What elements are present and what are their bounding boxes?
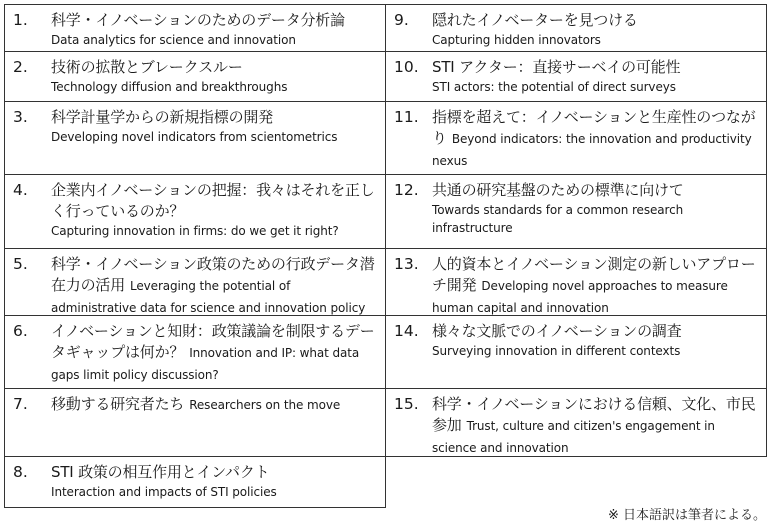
topic-title-en: Developing novel indicators from scientometrics: [51, 130, 338, 144]
topic-cell-4: [4, 174, 385, 248]
topic-title-ja: STI 政策の相互作用とインパクト: [51, 463, 270, 481]
topic-cell-9: [385, 4, 767, 51]
topic-number: 15.: [394, 395, 419, 413]
topic-title-ja: 技術の拡散とブレークスルー: [51, 58, 243, 76]
topic-cell-8: [4, 456, 385, 508]
topic-number: 9.: [394, 11, 409, 29]
topic-cell-15: [385, 388, 767, 456]
topic-number: 12.: [394, 181, 419, 199]
topic-number: 10.: [394, 58, 419, 76]
topic-cell-6: [4, 315, 385, 388]
topic-title-en: Leveraging the potential of administrative data for science and innovation policy: [51, 279, 366, 315]
table-row: [4, 51, 767, 101]
table-row: [4, 248, 767, 315]
topic-title-en: Interaction and impacts of STI policies: [51, 485, 277, 499]
translation-note: ※ 日本語訳は筆者による。: [607, 508, 766, 523]
topic-number: 6.: [13, 322, 28, 340]
table-row: [4, 315, 767, 388]
topic-number: 1.: [13, 11, 28, 29]
topic-cell-13: [385, 248, 767, 315]
topic-title-ja: 科学・イノベーションにおける信頼、文化、市民参加: [432, 395, 756, 434]
topic-title-en: STI actors: the potential of direct surveys: [432, 80, 676, 94]
topic-title-ja: 様々な文脈でのイノベーションの調査: [432, 322, 682, 340]
table-row: [4, 456, 767, 508]
topic-number: 8.: [13, 463, 28, 481]
topic-title-ja: 人的資本とイノベーション測定の新しいアプローチ開発: [432, 255, 756, 294]
topic-title-ja: 科学・イノベーション政策のための行政データ潜在力の活用: [51, 255, 375, 294]
topic-title-en: Innovation and IP: what data gaps limit policy discussion?: [51, 346, 360, 382]
topic-title-ja: 科学・イノベーションのためのデータ分析論: [51, 11, 345, 29]
topic-number: 13.: [394, 255, 419, 273]
topic-title-en: Researchers on the move: [189, 398, 341, 412]
topic-title-en: Surveying innovation in different contexts: [432, 344, 681, 358]
topic-title-ja: イノベーションと知財：政策議論を制限するデータギャップは何か？: [51, 322, 375, 361]
topic-title-ja: 指標を超えて：イノベーションと生産性のつながり: [432, 108, 756, 147]
topic-cell-2: [4, 51, 385, 101]
topic-cell-10: [385, 51, 767, 101]
topic-title-ja: 移動する研究者たち: [51, 395, 185, 413]
topic-title-ja: 科学計量学からの新規指標の開発: [51, 108, 274, 126]
table-row: [4, 174, 767, 248]
topic-number: 14.: [394, 322, 419, 340]
topic-title-en: Towards standards for a common research infrastructure: [432, 203, 684, 235]
topic-title-en: Developing novel approaches to measure human capital and innovation: [432, 279, 728, 315]
topic-number: 11.: [394, 108, 419, 126]
topic-number: 5.: [13, 255, 28, 273]
topic-cell-5: [4, 248, 385, 315]
topics-table: [4, 4, 767, 508]
topic-title-ja: 共通の研究基盤のための標準に向けて: [432, 181, 684, 199]
topic-cell-1: [4, 4, 385, 51]
topic-title-en: Beyond indicators: the innovation and productivity nexus: [432, 132, 752, 168]
topic-title-ja: STI アクター：直接サーベイの可能性: [432, 58, 681, 76]
topic-title-ja: 企業内イノベーションの把握：我々はそれを正しく行っているのか？: [51, 181, 375, 220]
topic-cell-11: [385, 101, 767, 174]
topic-title-en: Technology diffusion and breakthroughs: [51, 80, 288, 94]
table-row: [4, 4, 767, 51]
topic-cell-3: [4, 101, 385, 174]
topic-number: 2.: [13, 58, 28, 76]
topic-title-en: Trust, culture and citizen's engagement in science and innovation: [432, 419, 715, 455]
topic-title-en: Capturing innovation in firms: do we get it right?: [51, 224, 339, 238]
topic-cell-14: [385, 315, 767, 388]
topic-cell-7: [4, 388, 385, 456]
table-row: [4, 101, 767, 174]
empty-cell: [385, 456, 767, 508]
topic-title-ja: 隠れたイノベーターを見つける: [432, 11, 638, 29]
topic-cell-12: [385, 174, 767, 248]
topic-number: 4.: [13, 181, 28, 199]
topic-number: 7.: [13, 395, 28, 413]
topic-title-en: Data analytics for science and innovation: [51, 33, 296, 47]
topic-number: 3.: [13, 108, 28, 126]
table-row: [4, 388, 767, 456]
topic-title-en: Capturing hidden innovators: [432, 33, 601, 47]
